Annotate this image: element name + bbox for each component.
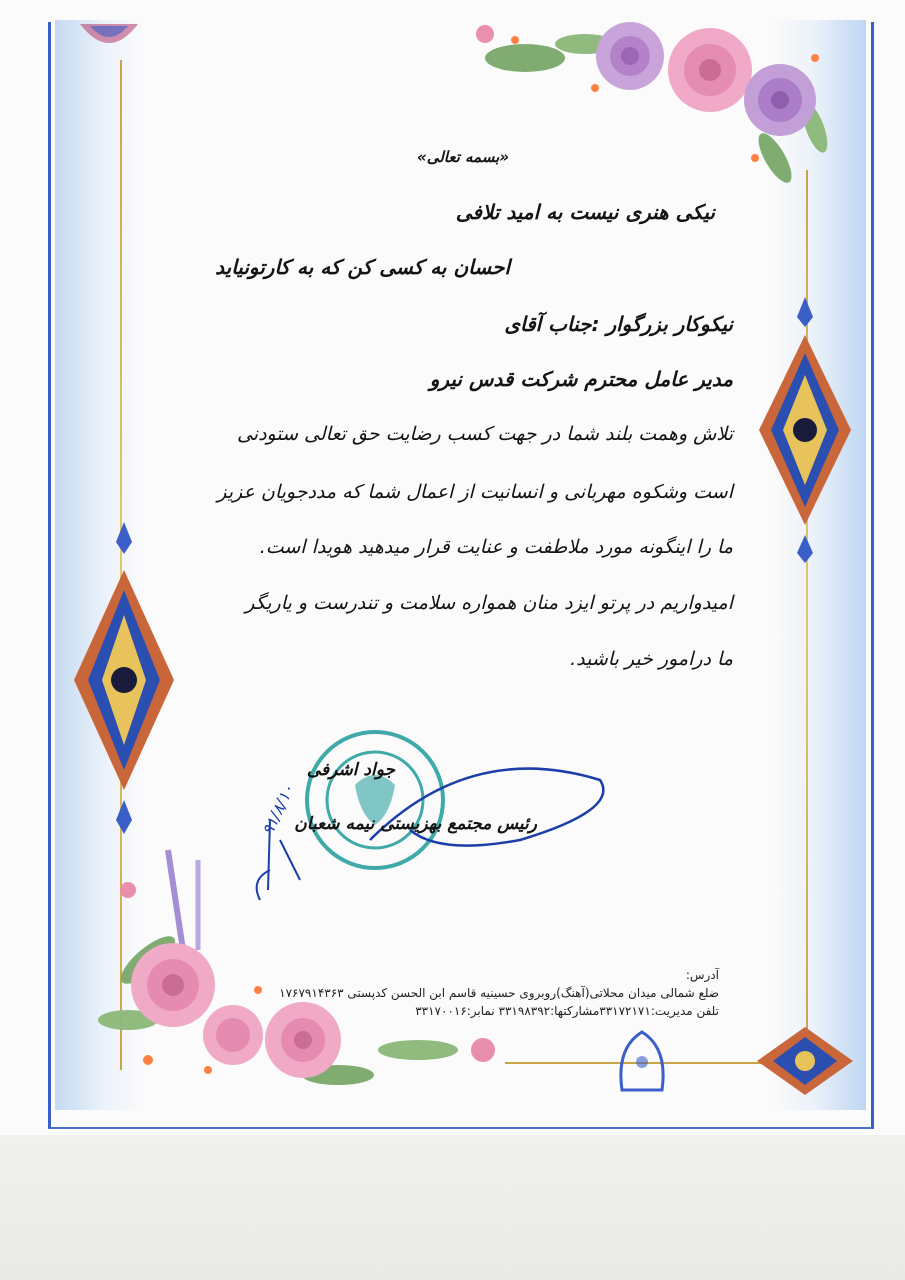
signatory-position: رئیس مجتمع بهزیستی نیمه شعبان (294, 814, 537, 834)
ornament-medallion-left-icon (72, 520, 177, 840)
salutation-line: نیکوکار بزرگوار :جناب آقای (504, 312, 733, 336)
ornament-medallion-right-icon (755, 295, 855, 565)
handwritten-date: ۹۱/۸/۱۰ (258, 781, 298, 839)
scan-margin-bottom (0, 1135, 905, 1280)
ornament-top-left-icon (78, 22, 140, 54)
body-line-4: امیدواریم در پرتو ایزد منان همواره سلامت و تندرست و یاریگر (245, 592, 733, 614)
poem-line-2: احسان به کسی کن که به کارتونیاید (215, 255, 510, 279)
phone-line: تلفن مدیریت:۳۳۱۷۲۱۷۱مشارکتها:۳۳۱۹۸۳۹۲ نمابر:۳۳۱۷۰۰۱۶ (415, 1004, 719, 1018)
ornament-arch-bottom-icon (612, 1028, 672, 1098)
body-line-2: است وشکوه مهربانی و انسانیت از اعمال شما که مددجویان عزیز (217, 481, 733, 503)
body-line-1: تلاش وهمت بلند شما در جهت کسب رضایت حق تعالی ستودنی (236, 423, 733, 445)
signatory-name: جواد اشرفی (306, 760, 395, 780)
ornament-medallion-bottom-right-icon (755, 1025, 855, 1097)
body-line-3: ما را اینگونه مورد ملاطفت و عنایت قرار میدهید هویدا است. (259, 536, 733, 558)
rose-bouquet-top-right-icon (455, 18, 855, 188)
address-line: ضلع شمالی میدان محلاتی(آهنگ)روبروی حسینیه قاسم ابن الحسن کدپستی ۱۷۶۷۹۱۴۳۶۳ (279, 986, 719, 1000)
invocation-heading: «بسمه تعالی» (416, 148, 509, 166)
body-line-5: ما درامور خیر باشید. (570, 648, 733, 670)
address-label: آدرس: (685, 968, 719, 982)
addressee-title: مدیر عامل محترم شرکت قدس نیرو (429, 367, 733, 391)
poem-line-1: نیکی هنری نیست به امید تلافی (455, 200, 715, 224)
